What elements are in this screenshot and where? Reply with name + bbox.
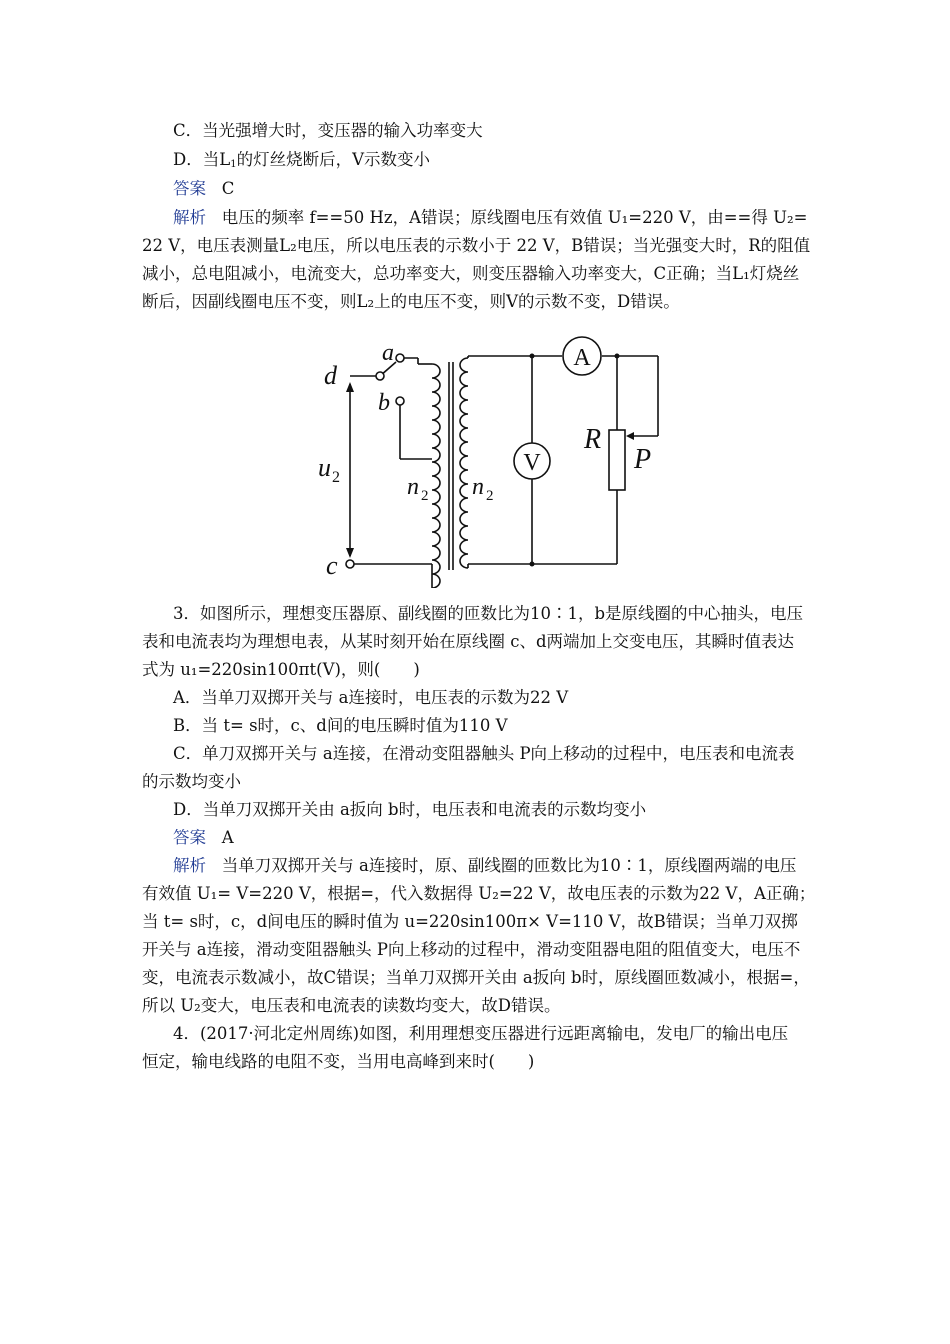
- transformer-circuit-figure: [312, 326, 678, 588]
- label-c: c: [326, 551, 338, 580]
- q2-answer: [173, 177, 234, 201]
- q3-analysis-line-6: 所以 U₂变大，电压表和电流表的读数均变大，故D错误。: [142, 996, 561, 1015]
- q3-analysis-label: 解析: [173, 856, 206, 875]
- q3-option-a: A．当单刀双掷开关与 a连接时，电压表的示数为22 V: [173, 688, 569, 707]
- label-P: P: [634, 444, 652, 475]
- q3-analysis-text-1: 当单刀双掷开关与 a连接时，原、副线圈的匝数比为10∶1，原线圈两端的电压: [221, 856, 797, 875]
- q3-stem-line-3: 式为 u₁=220sin100πt(V)，则( ): [142, 660, 420, 679]
- q2-answer-label: 答案: [173, 179, 206, 198]
- q4-stem-line-2: 恒定，输电线路的电阻不变，当用电高峰到来时( ): [142, 1052, 535, 1071]
- q2-analysis-line-1: [173, 206, 807, 230]
- q2-analysis-text-1: 电压的频率 f==50 Hz，A错误；原线圈电压有效值 U₁=220 V，由==得 U₂=: [221, 208, 808, 227]
- label-n-right: n: [472, 474, 484, 500]
- q2-option-d: [173, 148, 430, 177]
- label-R: R: [584, 424, 602, 455]
- q2-option-d-text-b: 的灯丝烧断后，V示数变小: [236, 150, 430, 169]
- label-n-left-subscript: 2: [421, 488, 429, 504]
- q3-option-b: B．当 t= s时，c、d间的电压瞬时值为110 V: [173, 716, 508, 735]
- label-n-right-subscript: 2: [486, 488, 494, 504]
- label-u-subscript: 2: [332, 469, 340, 486]
- q2-option-d-text-a: D．当L: [173, 150, 231, 169]
- q3-answer-value: A: [221, 828, 234, 847]
- label-a: a: [382, 340, 394, 366]
- q4-stem-line-1: 4．(2017·河北定州周练)如图，利用理想变压器进行远距离输电，发电厂的输出电压: [173, 1024, 789, 1043]
- ammeter-label: A: [573, 345, 591, 371]
- q2-option-d-subscript: 1: [230, 159, 237, 170]
- q3-analysis-line-1: [173, 854, 796, 878]
- q3-analysis-line-3: 当 t= s时，c，d间电压的瞬时值为 u=220sin100π× V=110 V，故B错误；当单刀双掷: [142, 912, 798, 931]
- label-n-left: n: [407, 474, 419, 500]
- q3-analysis-line-4: 开关与 a连接，滑动变阻器触头 P向上移动的过程中，滑动变阻器电阻的阻值变大，电压不: [142, 940, 801, 959]
- q2-answer-value: C: [221, 179, 235, 198]
- q3-analysis-line-2: 有效值 U₁= V=220 V，根据=，代入数据得 U₂=22 V，故电压表的示数为22 V，A正确；: [142, 884, 816, 903]
- q2-analysis-label: 解析: [173, 208, 206, 227]
- q3-option-d: D．当单刀双掷开关由 a扳向 b时，电压表和电流表的示数均变小: [173, 800, 647, 819]
- q3-stem-line-2: 表和电流表均为理想电表，从某时刻开始在原线圈 c、d两端加上交变电压，其瞬时值表达: [142, 632, 795, 651]
- q2-option-c: C．当光强增大时，变压器的输入功率变大: [173, 121, 483, 140]
- q3-answer-label: 答案: [173, 828, 206, 847]
- q3-answer: [173, 826, 234, 850]
- q3-stem-line-1: 3．如图所示，理想变压器原、副线圈的匝数比为10∶1，b是原线圈的中心抽头，电压: [173, 604, 804, 623]
- label-u: u: [318, 453, 331, 482]
- q3-analysis-line-5: 变，电流表示数减小，故C错误；当单刀双掷开关由 a扳向 b时，原线圈匝数减小，根据=，: [142, 968, 810, 987]
- label-d: d: [324, 361, 337, 390]
- q3-option-c-line-2: 的示数均变小: [142, 772, 241, 791]
- label-b: b: [378, 390, 390, 416]
- q2-analysis-line-3: 减小，总电阻减小，电流变大，总功率变大，则变压器输入功率变大，C正确；当L₁灯烧丝: [142, 264, 800, 283]
- voltmeter-label: V: [523, 450, 541, 476]
- q2-analysis-line-4: 断后，因副线圈电压不变，则L₂上的电压不变，则V的示数不变，D错误。: [142, 292, 680, 311]
- q2-analysis-line-2: 22 V，电压表测量L₂电压，所以电压表的示数小于 22 V，B错误；当光强变大时，R的阻值: [142, 236, 811, 255]
- q3-option-c-line-1: C．单刀双掷开关与 a连接，在滑动变阻器触头 P向上移动的过程中，电压表和电流表: [173, 744, 795, 763]
